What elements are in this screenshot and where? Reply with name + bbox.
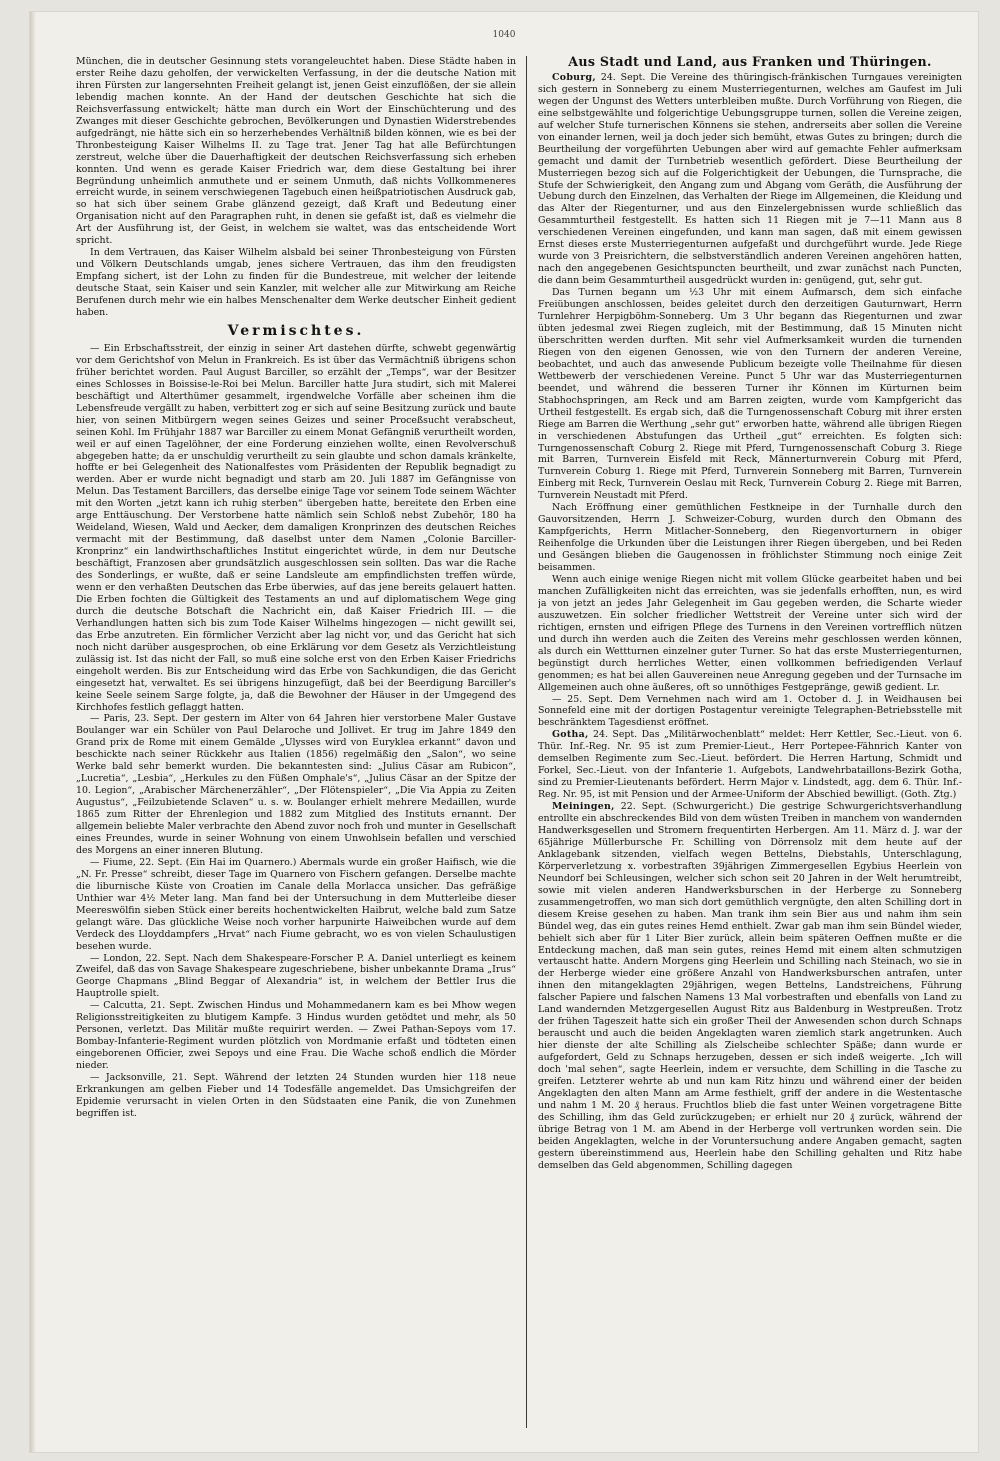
newspaper-page bbox=[30, 12, 978, 1452]
news-item: — Calcutta, 21. Sept. Zwischen Hindus und Mohammedanern kam es bei Mhow wegen Religionsstreitigkeiten zu blutigem Kampfe. 3 Hindus wurden getödtet und mehr, als 50 Personen, verletzt. Das Militär mußte requirirt werden. — Zwei Pathan-Sepoys vom 17. Bombay-Infanterie-Regiment wurden plötzlich von Mordmanie erfaßt und tödteten einen eingeborenen Officier, zwei Sepoys und eine Frau. Die Wache schoß endlich die Mörder nieder. bbox=[76, 1000, 516, 1072]
news-item-coburg bbox=[538, 72, 962, 287]
news-item: — Jacksonville, 21. Sept. Während der letzten 24 Stunden wurden hier 118 neue Erkrankungen am gelben Fieber und 14 Todesfälle angemeldet. Das Umsichgreifen der Epidemie verursacht in vielen Orten in den Südstaaten eine Panik, die von Zunehmen begriffen ist. bbox=[76, 1072, 516, 1119]
article-paragraph: Wenn auch einige wenige Riegen nicht mit vollem Glücke gearbeitet haben und bei manchen Zufälligkeiten nicht das erreichten, was sie jedenfalls erhofften, nun, es wird ja von jetzt an jedes Jahr Gelegenheit im Gau gegeben werden, die Scharte wieder auszuwetzen. Ein solcher friedlicher Wettstreit der Vereine unter sich wird der richtigen, ernsten und eifrigen Pflege des Turnens in den Vereinen vortrefflich nützen und durch ihn werden auch die Zeiten des Vereins mehr geschlossen werden können, als durch ein Wettturnen einzelner guter Turner. So hat das erste Musterriegenturnen, begünstigt durch herrliches Wetter, einen vollkommen befriedigenden Verlauf genommen; es hat bei allen Gauvereinen neue Anregung gegeben und der Turnsache im Allgemeinen auch ohne äußeres, oft so unnöthiges Festgepränge, gewiß gedient. Lr. bbox=[538, 573, 962, 693]
news-item-meiningen bbox=[538, 801, 962, 1172]
article-paragraph: Das Turnen begann um ½3 Uhr mit einem Aufmarsch, dem sich einfache Freiübungen anschlossen, beides geleitet durch den derzeitigen Gauturnwart, Herrn Turnlehrer Herpigböhm-Sonneberg. Um 3 Uhr begann das Riegenturnen und zwar übten jedesmal zwei Riegen zugleich, mit der Bestimmung, daß 15 Minuten nicht überschritten werden durften. Mit sehr viel Aufmerksamkeit wurden die turnenden Riegen von den eigenen Genossen, wie von den Turnern der anderen Vereine, beobachtet, und auch das anwesende Publicum bezeigte volle Theilnahme für diesen Wettbewerb der verschiedenen Vereine. Punct 5 Uhr war das Musterriegenturnen beendet, und während die besseren Turner ihr Können im Kürturnen beim Stabhochspringen, am Reck und am Barren zeigten, wurde vom Kampfgericht das Urtheil festgestellt. Es ergab sich, daß die Turngenossenschaft Coburg mit ihrer ersten Riege am Barren die Werthung „sehr gut“ erworben hatte, während alle übrigen Riegen in verschiedenen Abstufungen das Urtheil „gut“ erreichten. Es folgten sich: Turngenossenschaft Coburg 2. Riege mit Pferd, Turngenossenschaft Coburg 3. Riege mit Barren, Turnverein Eisfeld mit Reck, Männerturnverein Coburg mit Pferd, Turnverein Coburg 1. Riege mit Pferd, Turnverein Sonneberg mit Barren, Turnverein Einberg mit Reck, Turnverein Oeslau mit Reck, Turnverein Coburg 2. Riege mit Barren, Turnverein Neustadt mit Pferd. bbox=[538, 287, 962, 502]
news-item: — London, 22. Sept. Nach dem Shakespeare-Forscher P. A. Daniel unterliegt es keinem Zweifel, daß das von Savage Shakespeare zugeschriebene, bisher unbekannte Drama „Irus“ George Chapmans „Blind Beggar of Alexandria“ ist, in welchem der Bettler Irus die Hauptrolle spielt. bbox=[76, 952, 516, 1000]
article-paragraph: München, die in deutscher Gesinnung stets vorangeleuchtet haben. Diese Städte haben in erster Reihe dazu geholfen, der verwickelten Verfassung, in der die deutsche Nation mit ihren Fürsten zur langersehnten Freiheit gelangt ist, jenen Geist einzuflößen, der sie allein lebendig machen konnte. An der Hand der deutschen Geschichte hat sich die Reichsverfassung entwickelt; hätte man durch ein Wort der Einschüchterung und des Zwanges mit dieser Geschichte gebrochen, Bevölkerungen und Dynastien Widerstrebendes aufgedrängt, nie hätte sich ein so herzerhebendes Verhältniß bilden können, wie es bei der Thronbesteigung Kaiser Wilhelms II. zu Tage trat. Jener Tag hat alle Befürchtungen zerstreut, welche über die Dauerhaftigkeit der deutschen Reichsverfassung sich erheben konnten. Und wenn es gerade Kaiser Friedrich war, dem diese Gestaltung bei ihrer Begründung unheimlich anmuthete und er seinem Unmuth, daß nichts Vollkommeneres erreicht wurde, in seinem verschwiegenen Tagebuch einen heißpatriotischen Ausdruck gab, so hat sich über seinem Grabe glänzend gezeigt, daß Kraft und Bedeutung einer Organisation nicht auf den Paragraphen ruht, in denen sie gefaßt ist, daß es vielmehr die Art der Ausführung ist, der Geist, in welchem sie waltet, was das entscheidende Wort spricht. bbox=[76, 56, 516, 247]
column-divider bbox=[526, 56, 527, 1428]
left-column bbox=[76, 56, 516, 1430]
dateline-place: Coburg, bbox=[552, 71, 596, 83]
section-title-vermischtes: Vermischtes. bbox=[227, 322, 365, 339]
news-item: — Paris, 23. Sept. Der gestern im Alter von 64 Jahren hier verstorbene Maler Gustave Boulanger war ein Schüler von Paul Delaroche und Jollivet. Er trug im Jahre 1849 den Grand prix de Rome mit einem Gemälde „Ulysses wird von Euryklea erkannt“ davon und beschickte nach seiner Rückkehr aus Italien (1856) regelmäßig den „Salon“, wo seine Werke bald sehr bemerkt wurden. Die bekanntesten sind: „Julius Cäsar am Rubicon“, „Lucretia“, „Lesbia“, „Herkules zu den Füßen Omphale's“, „Julius Cäsar an der Spitze der 10. Legion“, „Arabischer Märchenerzähler“, „Der Flötenspieler“, „Die Via Appia zu Zeiten Augustus“, „Feilzubietende Sclaven“ u. s. w. Boulanger erhielt mehrere Medaillen, wurde 1865 zum Ritter der Ehrenlegion und 1882 zum Mitglied des Instituts ernannt. Der allgemein beliebte Maler verbrachte den Abend zuvor noch froh und munter in Gesellschaft eines Freundes, wurde in seiner Wohnung von einem Unwohlsein befallen und verschied des Morgens an einer inneren Blutung. bbox=[76, 713, 516, 856]
right-column bbox=[538, 56, 962, 1430]
dateline-place: Meiningen, bbox=[552, 801, 615, 813]
news-item: — Fiume, 22. Sept. (Ein Hai im Quarnero.) Abermals wurde ein großer Haifisch, wie die „N. Fr. Presse“ schreibt, dieser Tage im Quarnero von Fischern gefangen. Derselbe machte die liburnische Küste von Croatien im Canale della Morlacca unsicher. Das gefräßige Unthier war 4½ Meter lang. Man fand bei der Untersuchung in dem Mutterleibe dieser Meereswölfin sieben Stück einer bereits hochentwickelten Haibrut, welche bald zum Satze gelangt wäre. Das glückliche Weise noch vorher harpunirte Haiweibchen wurde auf dem Verdeck des Lloyddampfers „Hrvat“ nach Fiume gebracht, wo es von vielen Schaulustigen besehen wurde. bbox=[76, 856, 516, 952]
page-number: 1040 bbox=[492, 30, 516, 40]
dateline-place: Gotha, bbox=[552, 729, 589, 741]
article-paragraph: In dem Vertrauen, das Kaiser Wilhelm alsbald bei seiner Thronbesteigung von Fürsten und Völkern Deutschlands umgab, jenes sichere Vertrauen, das ihm den freudigsten Empfang sichert, ist der Lohn zu finden für die Bundestreue, mit welcher der leitende deutsche Staat, sein Kaiser und sein Kanzler, mit welcher alle zur Mitwirkung am Reiche Berufenen durch mehr wie ein halbes Menschenalter dem Werke deutscher Einheit gedient haben. bbox=[76, 247, 516, 319]
news-text: 24. Sept. Das „Militärwochenblatt“ meldet: Herr Kettler, Sec.-Lieut. von 6. Thür. Inf.-Reg. Nr. 95 ist zum Premier-Lieut., Herr Portepee-Fähnrich Kanter von demselben Regimente zum Sec.-Lieut. befördert. Die Herren Hartung, Schmidt und Forkel, Sec.-Lieut. von der Infanterie 1. Aufgebots, Landwehrbataillons-Bezirk Gotha, sind zu Premier-Lieutenants befördert. Herrn Major v. Lindstedt, agg. dem 6. Thür. Inf.-Reg. Nr. 95, ist mit Pension und der Armee-Uniform der Abschied bewilligt. (Goth. Ztg.) bbox=[538, 729, 962, 801]
section-title-regional: Aus Stadt und Land, aus Franken und Thüringen. bbox=[568, 56, 932, 69]
page-edge-shadow bbox=[30, 12, 36, 1452]
news-item: — Ein Erbschaftsstreit, der einzig in seiner Art dastehen dürfte, schwebt gegenwärtig vor dem Gerichtshof von Melun in Frankreich. Es ist über das Vermächtniß übrigens schon früher berichtet worden. Paul August Barciller, so erzählt der „Temps“, war der Besitzer eines Schlosses in Boissise-le-Roi bei Melun. Barciller hatte Jura studirt, sich mit Malerei beschäftigt und Alterthümer gesammelt, irgendwelche Vorfälle aber scheinen ihm die Lebensfreude vergällt zu haben, verbittert zog er sich auf seine Besitzung zurück und baute hier, von seinen Mitbürgern wegen seines Geizes und seiner Proceßsucht verabscheut, seinen Kohl. Im Frühjahr 1887 war Barciller zu einem Monat Gefängniß verurtheilt worden, weil er auf einen Tagelöhner, der eine Forderung einziehen wollte, einen Revolverschuß abgegeben hatte; da er unschuldig verurtheilt zu sein glaubte und schon damals kränkelte, hoffte er bei Gelegenheit des Nationalfestes vom Präsidenten der Republik begnadigt zu werden. Aber er wurde nicht begnadigt und starb am 20. Juli 1887 im Gefängnisse von Melun. Das Testament Barcillers, das derselbe einige Tage vor seinem Tode seinem Wächter mit den Worten „jetzt kann ich ruhig sterben“ übergeben hatte, bereitete den Erben eine arge Enttäuschung. Der Verstorbene hatte nämlich sein Schloß nebst Zubehör, 180 ha Weideland, Wiesen, Wald und Aecker, dem damaligen Kronprinzen des deutschen Reiches vermacht mit der Bestimmung, daß daselbst unter dem Namen „Colonie Barciller-Kronprinz“ ein landwirthschaftliches Institut eingerichtet würde, in dem nur Deutsche beschäftigt, Franzosen aber grundsätzlich ausgeschlossen sein sollten. Das war die Rache des Sonderlings, er wußte, daß er seine Landsleute am empfindlichsten treffen würde, wenn er den verhaßten Deutschen das Erbe überwies, auf das jene bereits gelauert hatten. Die Erben fochten die Gültigkeit des Testaments an und auf diplomatischem Wege ging durch die deutsche Botschaft die Nachricht ein, daß Kaiser Friedrich III. — die Verhandlungen hatten sich bis zum Tode Kaiser Wilhelms hingezogen — nicht gewillt sei, das Erbe anzutreten. Ein förmlicher Verzicht aber lag nicht vor, und das Gericht hat sich noch nicht darüber ausgesprochen, ob eine Erklärung vor dem Gesetz als Verzichtleistung zulässig ist. Ist das nicht der Fall, so muß eine solche erst von den Erben Kaiser Friedrichs eingeholt werden. Bis zur Entscheidung wird das Erbe von Sachkundigen, die das Gericht eingesetzt hat, verwaltet. Es sei übrigens hinzugefügt, daß bei der Beerdigung Barciller's keine Seele seinem Sarge folgte, ja, daß die Bewohner der Häuser in der Umgegend des Kirchhofes festlich geflaggt hatten. bbox=[76, 342, 516, 713]
article-paragraph: Nach Eröffnung einer gemüthlichen Festkneipe in der Turnhalle durch den Gauvorsitzenden, Herrn J. Schweizer-Coburg, wurden durch den Obmann des Kampfgerichts, Herrn Mitlacher-Sonneberg, den Riegenvorturnern in obiger Reihenfolge die Urkunden über die Leistungen ihrer Riegen übergeben, und bei Reden und Gesängen blieben die Gaugenossen in fröhlichster Stimmung noch einige Zeit beisammen. bbox=[538, 502, 962, 574]
news-item: — 25. Sept. Dem Vernehmen nach wird am 1. October d. J. in Weidhausen bei Sonnefeld eine mit der dortigen Postagentur vereinigte Telegraphen-Betriebsstelle mit beschränktem Tagesdienst eröffnet. bbox=[538, 693, 962, 729]
news-item-gotha bbox=[538, 729, 962, 801]
news-text: 24. Sept. Die Vereine des thüringisch-fränkischen Turngaues vereinigten sich gestern in Sonneberg zu einem Musterriegenturnen, welches am Gaufest im Juli wegen der Ungunst des Wetters unterbleiben mußte. Durch Vorführung von Riegen, die eine selbstgewählte und folgerichtige Uebungsgruppe turnen, sollen die Vereine zeigen, auf welcher Stufe turnerischen Könnens sie stehen, andrerseits aber sollen die Vereine von einander lernen, weil ja doch jeder sich bemüht, etwas Gutes zu bringen; durch die Beurtheilung der vorgeführten Uebungen aber wird auf gemachte Fehler aufmerksam gemacht und damit der Turnbetrieb wesentlich gefördert. Diese Beurtheilung der Musterriegen bezog sich auf die Folgerichtigkeit der Uebungen, die Turnsprache, die Stufe der Schwierigkeit, den Angang zum und Abgang vom Geräth, die Ausführung der Uebung durch den Einzelnen, das Verhalten der Riege im Allgemeinen, die Kleidung und das Alter der Riegenturner, und aus den Einzelergebnissen wurde schließlich das Gesammturtheil festgestellt. Es hatten sich 11 Riegen mit je 7—11 Mann aus 8 verschiedenen Vereinen eingefunden, und kann man sagen, daß mit einem gewissen Ernst dieses erste Musterriegenturnen aufgefaßt und durchgeführt wurde. Jede Riege wurde von 3 Preisrichtern, die selbstverständlich anderen Vereinen angehören hatten, nach den angegebenen Gesichtspuncten beurtheilt, und zwar zunächst nach Puncten, die dann beim Gesammturtheil ausgedrückt wurden in: genügend, gut, sehr gut. bbox=[538, 71, 962, 287]
news-text: 22. Sept. (Schwurgericht.) Die gestrige Schwurgerichtsverhandlung entrollte ein abschreckendes Bild von dem wüsten Treiben in manchem von wandernden Handwerksgesellen und Stromern frequentirten Herbergen. Am 11. März d. J. war der 65jährige Müllerbursche Fr. Schilling von Dörrensolz mit dem heute auf der Anklagebank sitzenden, vielfach wegen Bettelns, Diebstahls, Unterschlagung, Körperverletzung x. vorbestraften 39jährigen Zimmergesellen Egybius Heerlein von Neundorf bei Schleusingen, welcher sich schon seit 20 Jahren in der Welt herumtreibt, sowie mit vielen anderen Handwerksburschen in der Herberge zu Sonneberg zusammengetroffen, wo man sich dort gemüthlich vergnügte, den alten Schilling dort in diesem Kreise gesehen zu haben. Man trank ihm sein Bier aus und nahm ihm sein Bündel weg, das ein gutes reines Hemd enthielt. Zwar gab man ihm sein Bündel wieder, behielt sich aber für 1 Liter Bier zurück, allein beim späteren Oeffnen mußte er die Entdeckung machen, daß man sein gutes, reines Hemd mit einem alten schmutzigen vertauscht hatte. Andern Morgens ging Heerlein und Schilling nach Steinach, wo sie in der Herberge wieder eine größere Anzahl von Handwerksburschen antrafen, unter ihnen den mitangeklagten 29jährigen, wegen Bettelns, Landstreichens, Führung falscher Papiere und falschen Namens 13 Mal vorbestraften und ebenfalls von Land zu Land wandernden Metzgergesellen August Ritz aus Baldenburg in Westpreußen. Trotz der frühen Tageszeit hatte sich ein großer Theil der Anwesenden schon durch Schnaps berauscht und auch die beiden Angeklagten waren ziemlich stark angetrunken. Auch hier dienste der alte Schilling als Zielscheibe schlechter Späße; dann wurde er aufgefordert, Geld zu Schnaps herzugeben, dessen er sich indeß weigerte. „Ich will doch 'mal sehen“, sagte Heerlein, indem er versuchte, dem Schilling in die Tasche zu greifen. Letzterer wehrte ab und nun kam Ritz hinzu und während einer der beiden Angeklagten den alten Mann am Arme festhielt, griff der andere in die Westentasche und nahm 1 M. 20 ₰ heraus. Fruchtlos blieb die fast unter Weinen vorgetragene Bitte des Schilling, ihm das Geld zurückzugeben; er erhielt nur 20 ₰ zurück, während der übrige Betrag von 1 M. am Abend in der Herberge voll vertrunken worden sein. Die beiden Angeklagten, welche in der Voruntersuchung andere Angaben gemacht, sagten gestern übereinstimmend aus, Heerlein habe den Schilling gehalten und Ritz habe demselben das Geld abgenommen, Schilling dagegen bbox=[538, 801, 962, 1171]
